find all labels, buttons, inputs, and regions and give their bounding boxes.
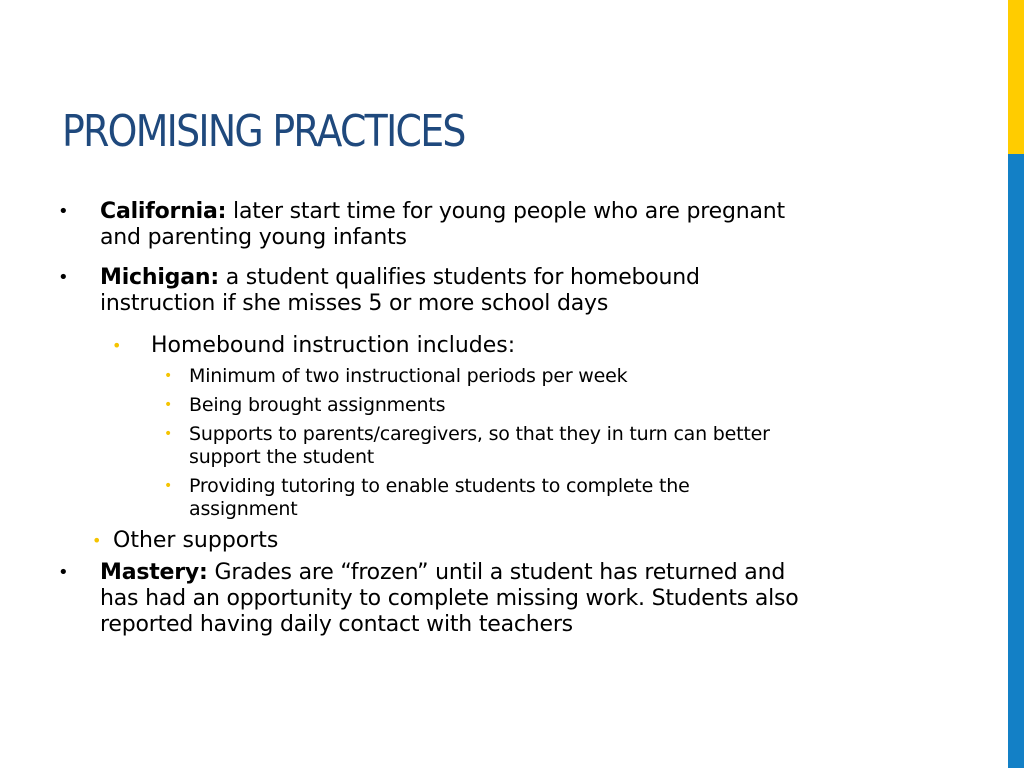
sub-bullet-dot: • — [112, 336, 122, 355]
accent-bar-blue — [1008, 154, 1024, 768]
bullet-text-continued: and parenting young infants — [100, 225, 407, 250]
sub-bullet-text: Homebound instruction includes: — [151, 333, 516, 358]
bullet-text-continued: reported having daily contact with teachers — [100, 612, 573, 637]
bullet-label: California: — [100, 199, 227, 224]
sub-bullet-dot: • — [92, 531, 102, 550]
list-item-continued: support the student — [189, 446, 375, 468]
bullet-text: California: later start time for young people who are pregnant — [100, 199, 785, 224]
sub-sub-bullet-dot: • — [164, 478, 173, 494]
bullet-dot: • — [58, 562, 69, 583]
sub-bullet-text: Other supports — [113, 528, 279, 553]
list-item: Supports to parents/caregivers, so that they in turn can better — [189, 423, 770, 445]
bullet-label: Michigan: — [100, 265, 219, 290]
sub-sub-bullet-dot: • — [164, 368, 173, 384]
list-item: Being brought assignments — [189, 394, 446, 416]
sub-sub-bullet-dot: • — [164, 397, 173, 413]
bullet-text: Mastery: Grades are “frozen” until a student has returned and — [100, 560, 786, 585]
bullet-text-continued: instruction if she misses 5 or more school days — [100, 291, 609, 316]
bullet-text: Michigan: a student qualifies students for homebound — [100, 265, 700, 290]
list-item: Minimum of two instructional periods per week — [189, 365, 628, 387]
sub-sub-bullet-dot: • — [164, 426, 173, 442]
slide-title: PROMISING PRACTICES — [62, 106, 465, 157]
bullet-dot: • — [58, 267, 69, 288]
bullet-dot: • — [58, 201, 69, 222]
bullet-label: Mastery: — [100, 560, 208, 585]
bullet-text-continued: has had an opportunity to complete missing work. Students also — [100, 586, 799, 611]
list-item: Providing tutoring to enable students to complete the — [189, 475, 690, 497]
accent-bar-yellow — [1008, 0, 1024, 154]
list-item-continued: assignment — [189, 498, 298, 520]
